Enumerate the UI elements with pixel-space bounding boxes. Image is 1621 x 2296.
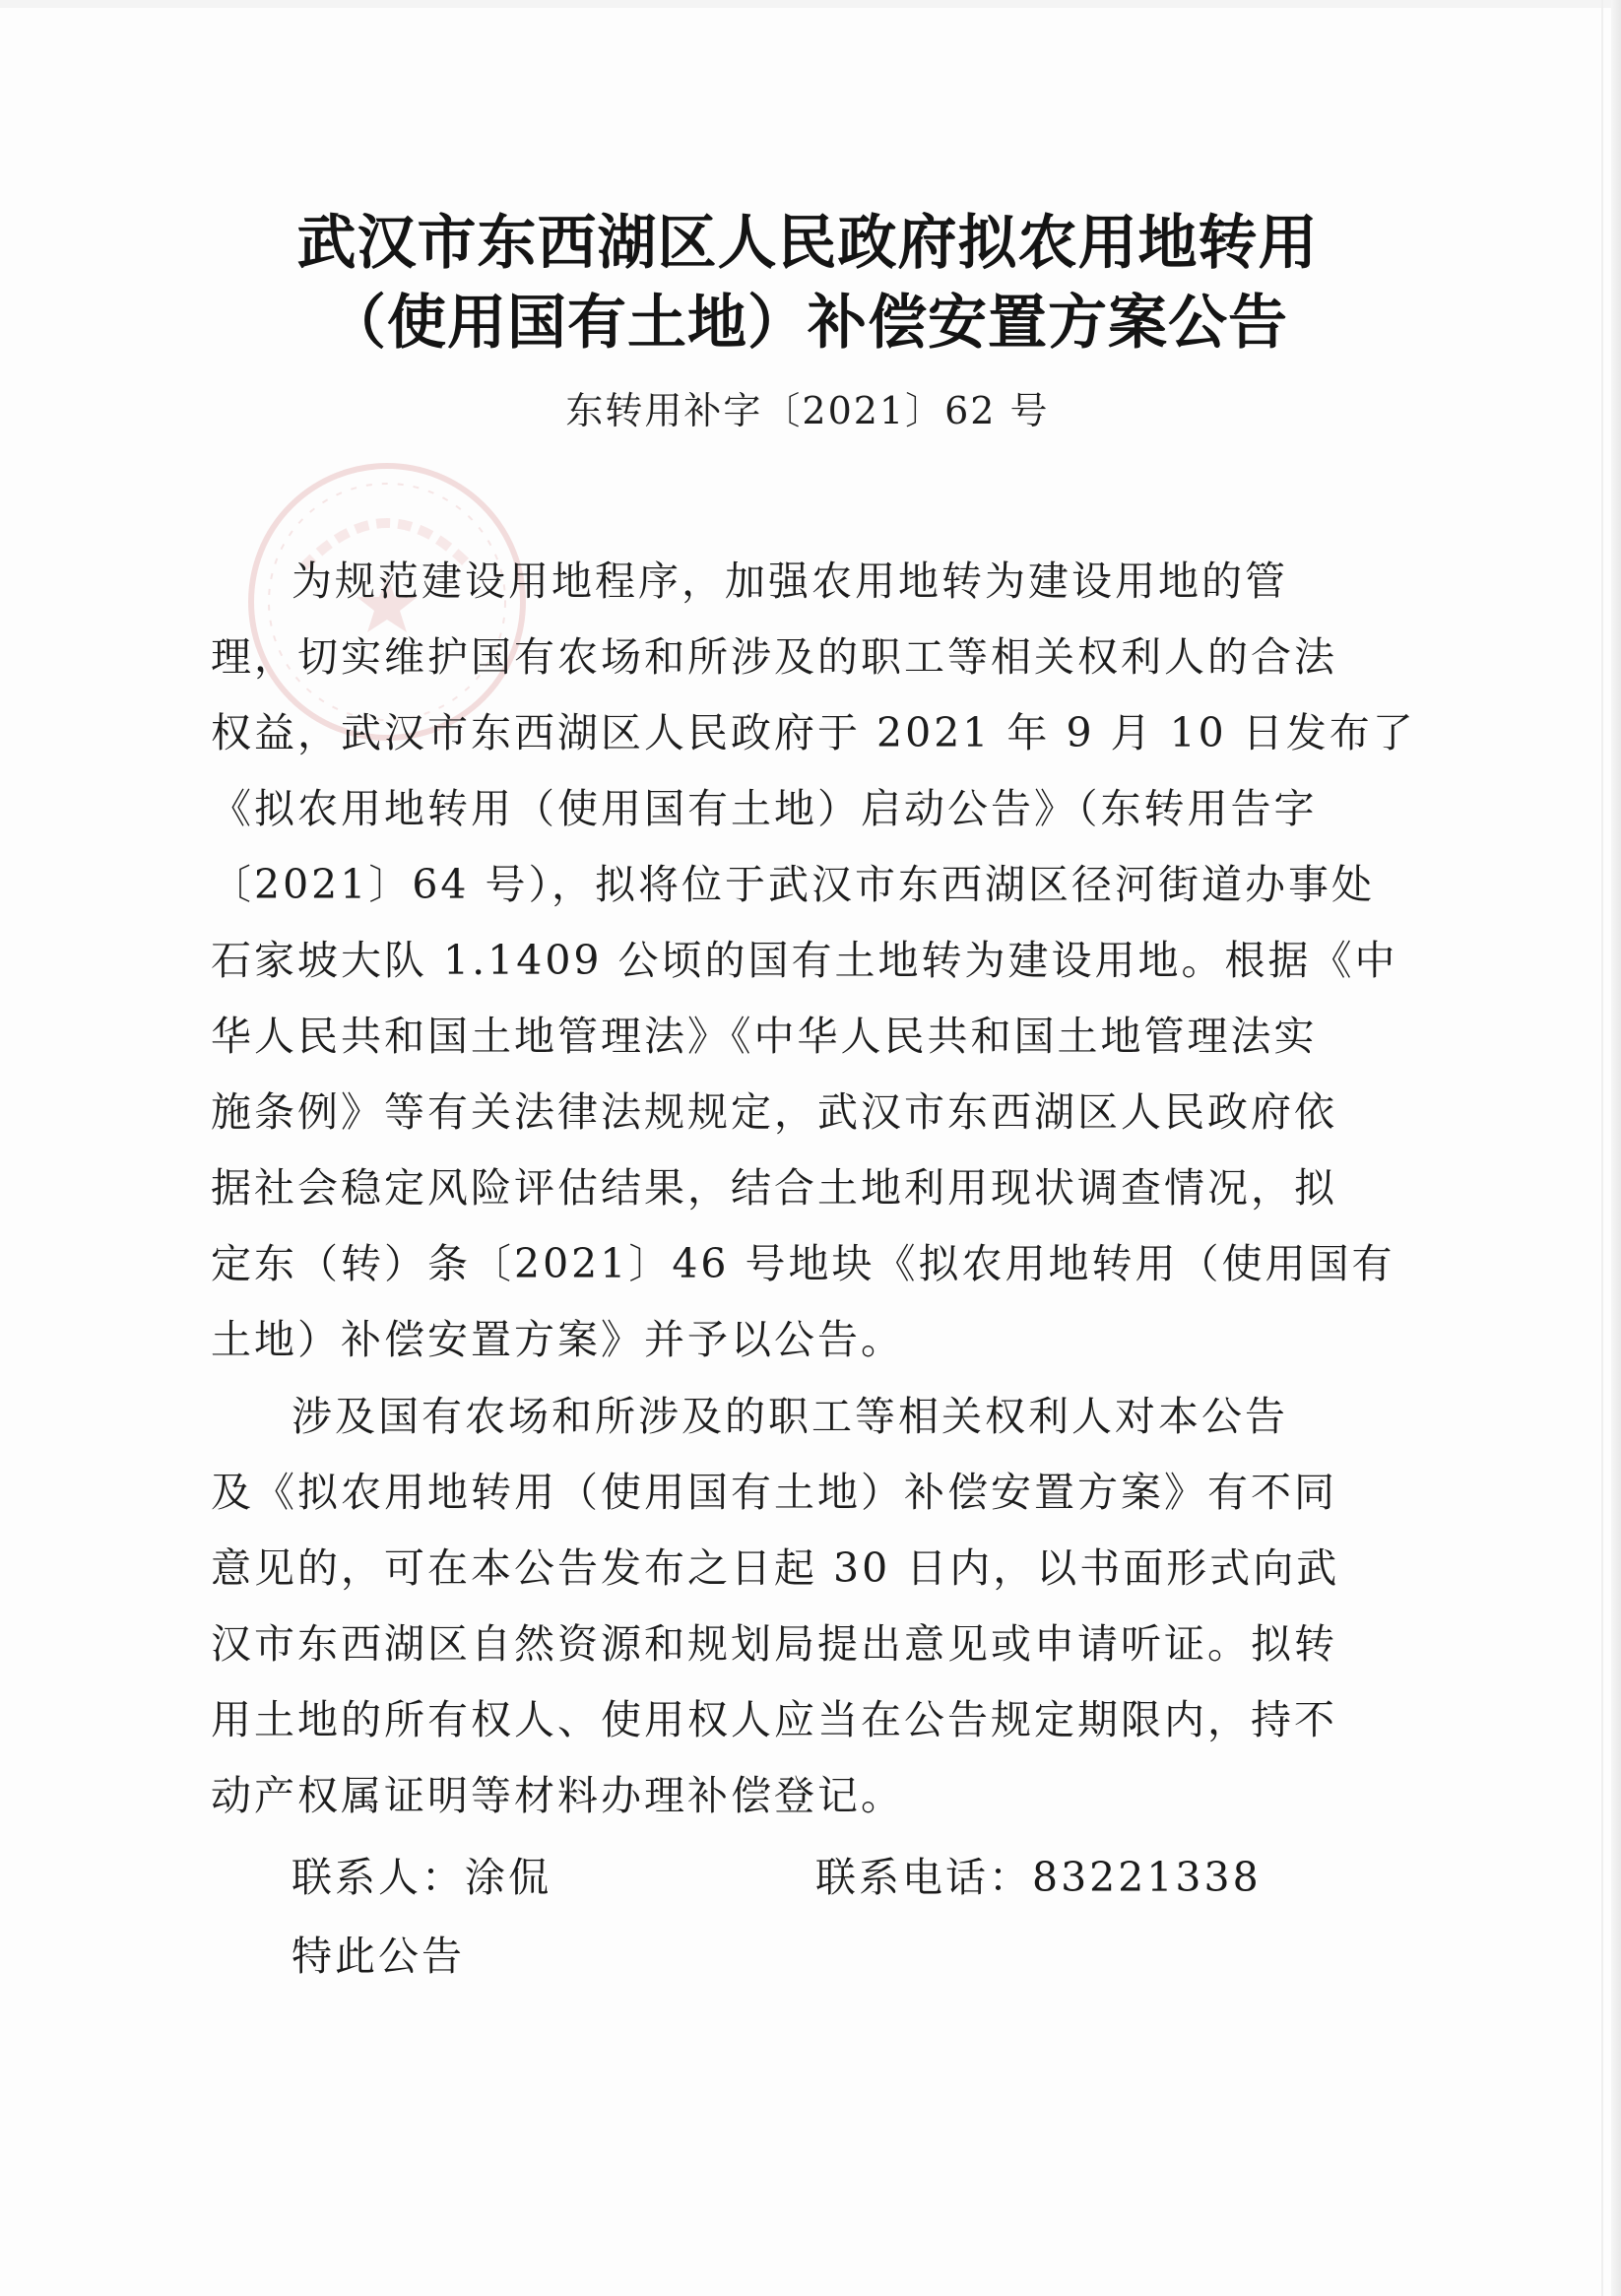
- paragraph-1-line: 为规范建设用地程序，加强农用地转为建设用地的管: [292, 558, 1288, 605]
- paragraph-2-line: 涉及国有农场和所涉及的职工等相关权利人对本公告: [292, 1393, 1288, 1440]
- paragraph-1-line: 石家坡大队 1.1409 公顷的国有土地转为建设用地。根据《中: [211, 937, 1398, 984]
- paragraph-1-line: 施条例》等有关法律法规规定，武汉市东西湖区人民政府依: [211, 1088, 1337, 1136]
- scan-edge-top: [0, 0, 1621, 8]
- paragraph-2-line: 意见的，可在本公告发布之日起 30 日内，以书面形式向武: [211, 1544, 1340, 1592]
- contact-phone: 联系电话：83221338: [815, 1854, 1262, 1901]
- paragraph-1-line: 土地）补偿安置方案》并予以公告。: [211, 1316, 904, 1363]
- contact-person: 联系人：涂侃: [292, 1854, 551, 1901]
- announcement-title-line-2: （使用国有土地）补偿安置方案公告: [327, 289, 1288, 358]
- paragraph-1-line: 〔2021〕64 号），拟将位于武汉市东西湖区径河街道办事处: [211, 861, 1376, 908]
- paragraph-2-line: 动产权属证明等材料办理补偿登记。: [211, 1772, 904, 1819]
- paragraph-1-line: 定东（转）条〔2021〕46 号地块《拟农用地转用（使用国有: [211, 1240, 1395, 1287]
- paragraph-1-line: 华人民共和国土地管理法》《中华人民共和国土地管理法实: [211, 1013, 1318, 1060]
- paragraph-1-line: 据社会稳定风险评估结果，结合土地利用现状调查情况，拟: [211, 1164, 1337, 1212]
- scan-edge-right: [1611, 0, 1621, 2296]
- paragraph-1-line: 权益，武汉市东西湖区人民政府于 2021 年 9 月 10 日发布了: [211, 709, 1416, 756]
- document-number: 东转用补字〔2021〕62 号: [565, 389, 1050, 432]
- paragraph-1-line: 理，切实维护国有农场和所涉及的职工等相关权利人的合法: [211, 633, 1337, 681]
- announcement-title-line-1: 武汉市东西湖区人民政府拟农用地转用: [296, 209, 1319, 278]
- scan-edge-line: [1601, 0, 1603, 2296]
- paragraph-1-line: 《拟农用地转用（使用国有土地）启动公告》（东转用告字: [211, 785, 1318, 832]
- closing-statement: 特此公告: [292, 1933, 465, 1980]
- paragraph-2-line: 用土地的所有权人、使用权人应当在公告规定期限内，持不: [211, 1696, 1337, 1743]
- paragraph-2-line: 及《拟农用地转用（使用国有土地）补偿安置方案》有不同: [211, 1469, 1337, 1516]
- paragraph-2-line: 汉市东西湖区自然资源和规划局提出意见或申请听证。拟转: [211, 1620, 1337, 1668]
